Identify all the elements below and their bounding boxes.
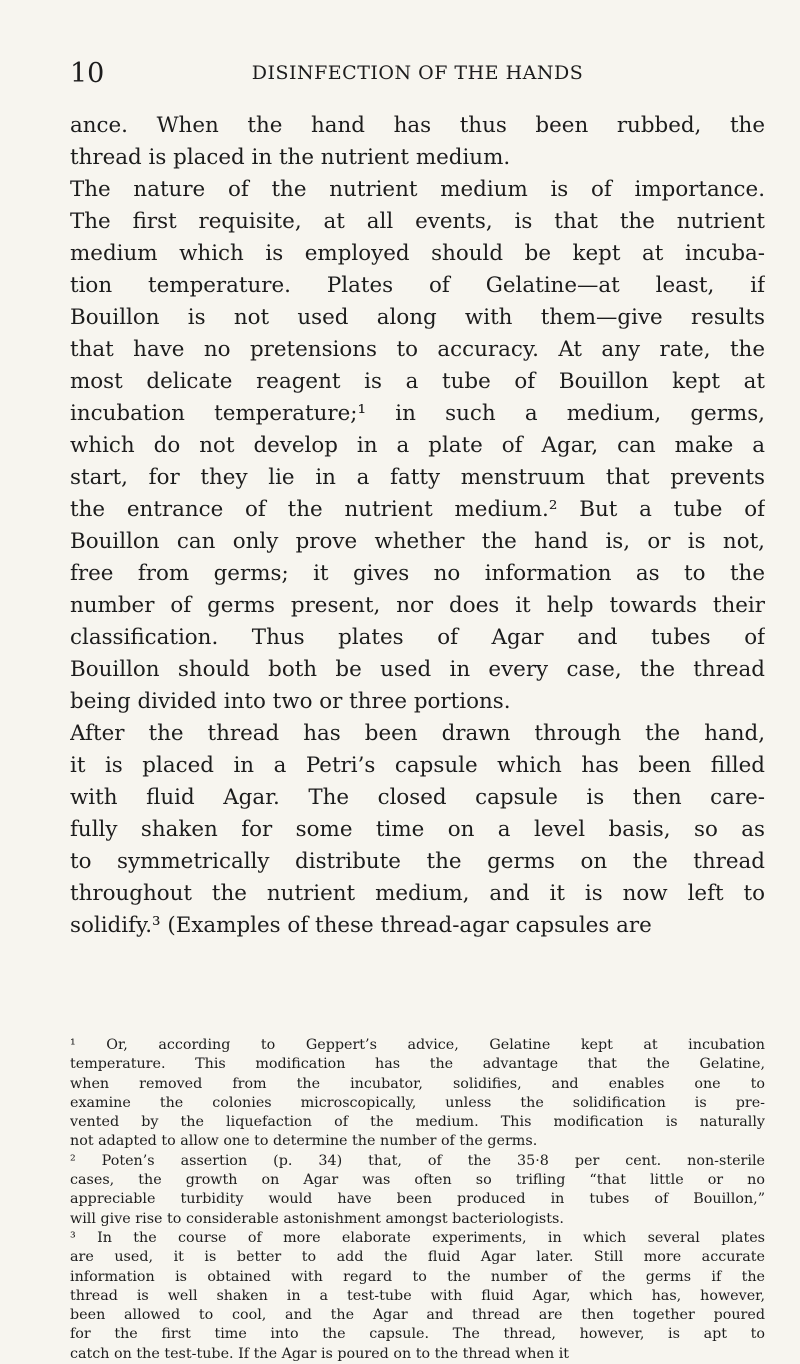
footnote-line: ³ In the course of more elaborate experiments, in which several plates [70,1229,765,1246]
body-line: the entrance of the nutrient medium.² But a tube of [70,497,765,522]
body-line: The first requisite, at all events, is that the nutrient [70,209,765,234]
body-line: throughout the nutrient medium, and it is now left to [70,881,765,906]
footnotes [70,1036,765,1364]
footnote-line: not adapted to allow one to determine the number of the germs. [70,1133,538,1150]
footnote-line: appreciable turbidity would have been produced in tubes of Bouillon,” [70,1191,765,1208]
body-line: Bouillon can only prove whether the hand is, or is not, [70,529,765,554]
body-line: to symmetrically distribute the germs on the thread [70,849,765,874]
running-title: DISINFECTION OF THE HANDS [251,62,584,84]
body-line: solidify.³ (Examples of these thread-agar capsules are [70,913,652,938]
footnote-line: examine the colonies microscopically, unless the solidification is pre- [70,1094,765,1111]
footnote-line: thread is well shaken in a test-tube with fluid Agar, which has, however, [70,1287,765,1304]
page-number: 10 [70,58,105,89]
body-line: ance. When the hand has thus been rubbed, the [70,113,765,138]
body-line: being divided into two or three portions. [70,689,511,714]
footnote-line: temperature. This modification has the advantage that the Gelatine, [70,1056,765,1073]
footnote-line: for the first time into the capsule. The thread, however, is apt to [70,1326,765,1343]
body-line: medium which is employed should be kept at incuba- [70,241,765,266]
body-line: After the thread has been drawn through the hand, [70,721,765,746]
footnote-line: cases, the growth on Agar was often so trifling “that little or no [70,1172,765,1189]
body-line: number of germs present, nor does it help towards their [70,593,765,618]
body-line: most delicate reagent is a tube of Bouillon kept at [70,369,765,394]
body-line: incubation temperature;¹ in such a medium, germs, [70,401,765,426]
body-line: start, for they lie in a fatty menstruum that prevents [70,465,765,490]
footnote-line: are used, it is better to add the fluid Agar later. Still more accurate [70,1249,765,1266]
footnote-line: been allowed to cool, and the Agar and thread are then together poured [70,1307,765,1324]
body-line: free from germs; it gives no information as to the [70,561,765,586]
page-header [70,58,765,90]
body-line: The nature of the nutrient medium is of importance. [70,177,765,202]
footnote-line: ² Poten’s assertion (p. 34) that, of the 35·8 per cent. non-sterile [70,1152,765,1169]
body-line: with fluid Agar. The closed capsule is then care- [70,785,765,810]
body-line: Bouillon is not used along with them—give results [70,305,765,330]
body-line: thread is placed in the nutrient medium. [70,145,511,170]
body-line: classification. Thus plates of Agar and tubes of [70,625,765,650]
footnote-line: when removed from the incubator, solidifies, and enables one to [70,1075,765,1092]
body-line: Bouillon should both be used in every case, the thread [70,657,765,682]
footnote-line: catch on the test-tube. If the Agar is poured on to the thread when it [70,1345,570,1362]
body-line: fully shaken for some time on a level basis, so as [70,817,765,842]
footnote-line: ¹ Or, according to Geppert’s advice, Gelatine kept at incubation [70,1037,765,1053]
body-line: that have no pretensions to accuracy. At any rate, the [70,337,765,362]
footnote-line: will give rise to considerable astonishment amongst bacteriologists. [70,1210,564,1227]
body-line: which do not develop in a plate of Agar, can make a [70,433,765,458]
footnote-line: vented by the liquefaction of the medium. This modification is naturally [70,1114,765,1131]
body-line: tion temperature. Plates of Gelatine—at least, if [70,273,765,298]
footnote-line: information is obtained with regard to the number of the germs if the [70,1268,765,1285]
body-text [70,110,765,942]
body-line: it is placed in a Petri’s capsule which has been filled [70,753,765,778]
